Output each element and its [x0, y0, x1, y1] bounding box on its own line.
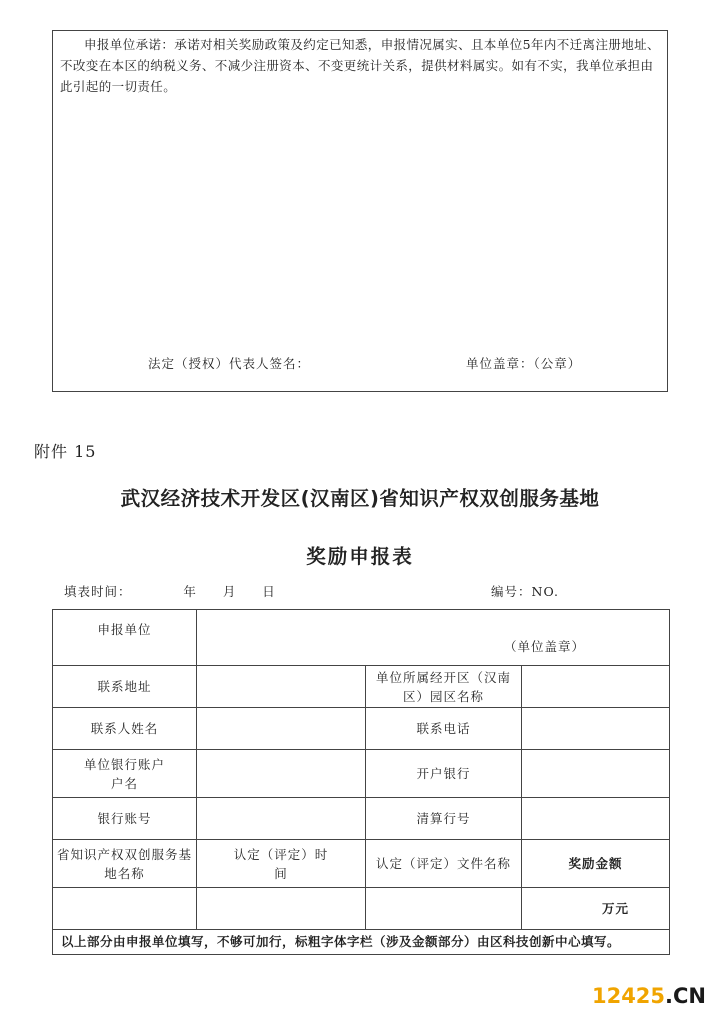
table-row: [53, 888, 670, 930]
contact-name-field[interactable]: [197, 708, 366, 750]
annex-label: 附件 15: [34, 442, 97, 461]
contact-address-label: 联系地址: [53, 666, 197, 708]
contact-name-label: 联系人姓名: [53, 708, 197, 750]
fill-time-label: 填表时间： 年 月 日: [64, 584, 276, 599]
watermark-logo: [592, 984, 706, 1008]
bank-account-name-label: 单位银行账户户名: [53, 750, 197, 798]
park-name-label: 单位所属经开区（汉南区）园区名称: [366, 666, 522, 708]
opening-bank-field[interactable]: [522, 750, 670, 798]
bank-account-number-label: 银行账号: [53, 798, 197, 840]
certification-doc-field[interactable]: [366, 888, 522, 930]
contact-phone-label: 联系电话: [366, 708, 522, 750]
opening-bank-label: 开户银行: [366, 750, 522, 798]
serial-number-label: 编号：NO.: [491, 584, 559, 599]
clearing-number-field[interactable]: [522, 798, 670, 840]
table-row: [53, 840, 670, 888]
application-form-table: [52, 609, 670, 955]
base-name-field[interactable]: [53, 888, 197, 930]
table-row: [53, 798, 670, 840]
base-name-label: 省知识产权双创服务基地名称: [53, 840, 197, 888]
contact-address-field[interactable]: [197, 666, 366, 708]
reward-amount-unit: 万元: [522, 888, 670, 930]
unit-seal-note: （单位盖章）: [503, 639, 585, 654]
certification-doc-label: 认定（评定）文件名称: [366, 840, 522, 888]
reward-amount-label: 奖励金额: [522, 840, 670, 888]
applicant-unit-label: 申报单位: [53, 610, 197, 666]
watermark-number: 12425: [591, 984, 666, 1008]
park-name-field[interactable]: [522, 666, 670, 708]
applicant-unit-field[interactable]: [197, 610, 670, 666]
watermark-suffix: .CN: [665, 984, 706, 1008]
table-row: [53, 610, 670, 666]
table-row: [53, 930, 670, 955]
unit-seal-label: 单位盖章：（公章）: [466, 356, 582, 371]
commitment-text: 申报单位承诺：承诺对相关奖励政策及约定已知悉，申报情况属实、且本单位5年内不迁离注册地址、不改变在本区的纳税义务、不减少注册资本、不变更统计关系，提供材料属实。如有不实，我单位承担由此引起的一切责任。: [60, 37, 660, 94]
form-title-line1: 武汉经济技术开发区(汉南区)省知识产权双创服务基地: [120, 487, 600, 510]
form-title-line2: 奖励申报表: [306, 545, 414, 568]
footer-note: 以上部分由申报单位填写，不够可加行，标粗字体字栏（涉及金额部分）由区科技创新中心填写。: [53, 930, 670, 955]
table-row: [53, 708, 670, 750]
certification-time-field[interactable]: [197, 888, 366, 930]
table-row: [53, 666, 670, 708]
legal-rep-signature-label: 法定（授权）代表人签名：: [148, 356, 311, 371]
table-row: [53, 750, 670, 798]
clearing-number-label: 清算行号: [366, 798, 522, 840]
bank-account-number-field[interactable]: [197, 798, 366, 840]
certification-time-label: 认定（评定）时间: [197, 840, 366, 888]
bank-account-name-field[interactable]: [197, 750, 366, 798]
contact-phone-field[interactable]: [522, 708, 670, 750]
